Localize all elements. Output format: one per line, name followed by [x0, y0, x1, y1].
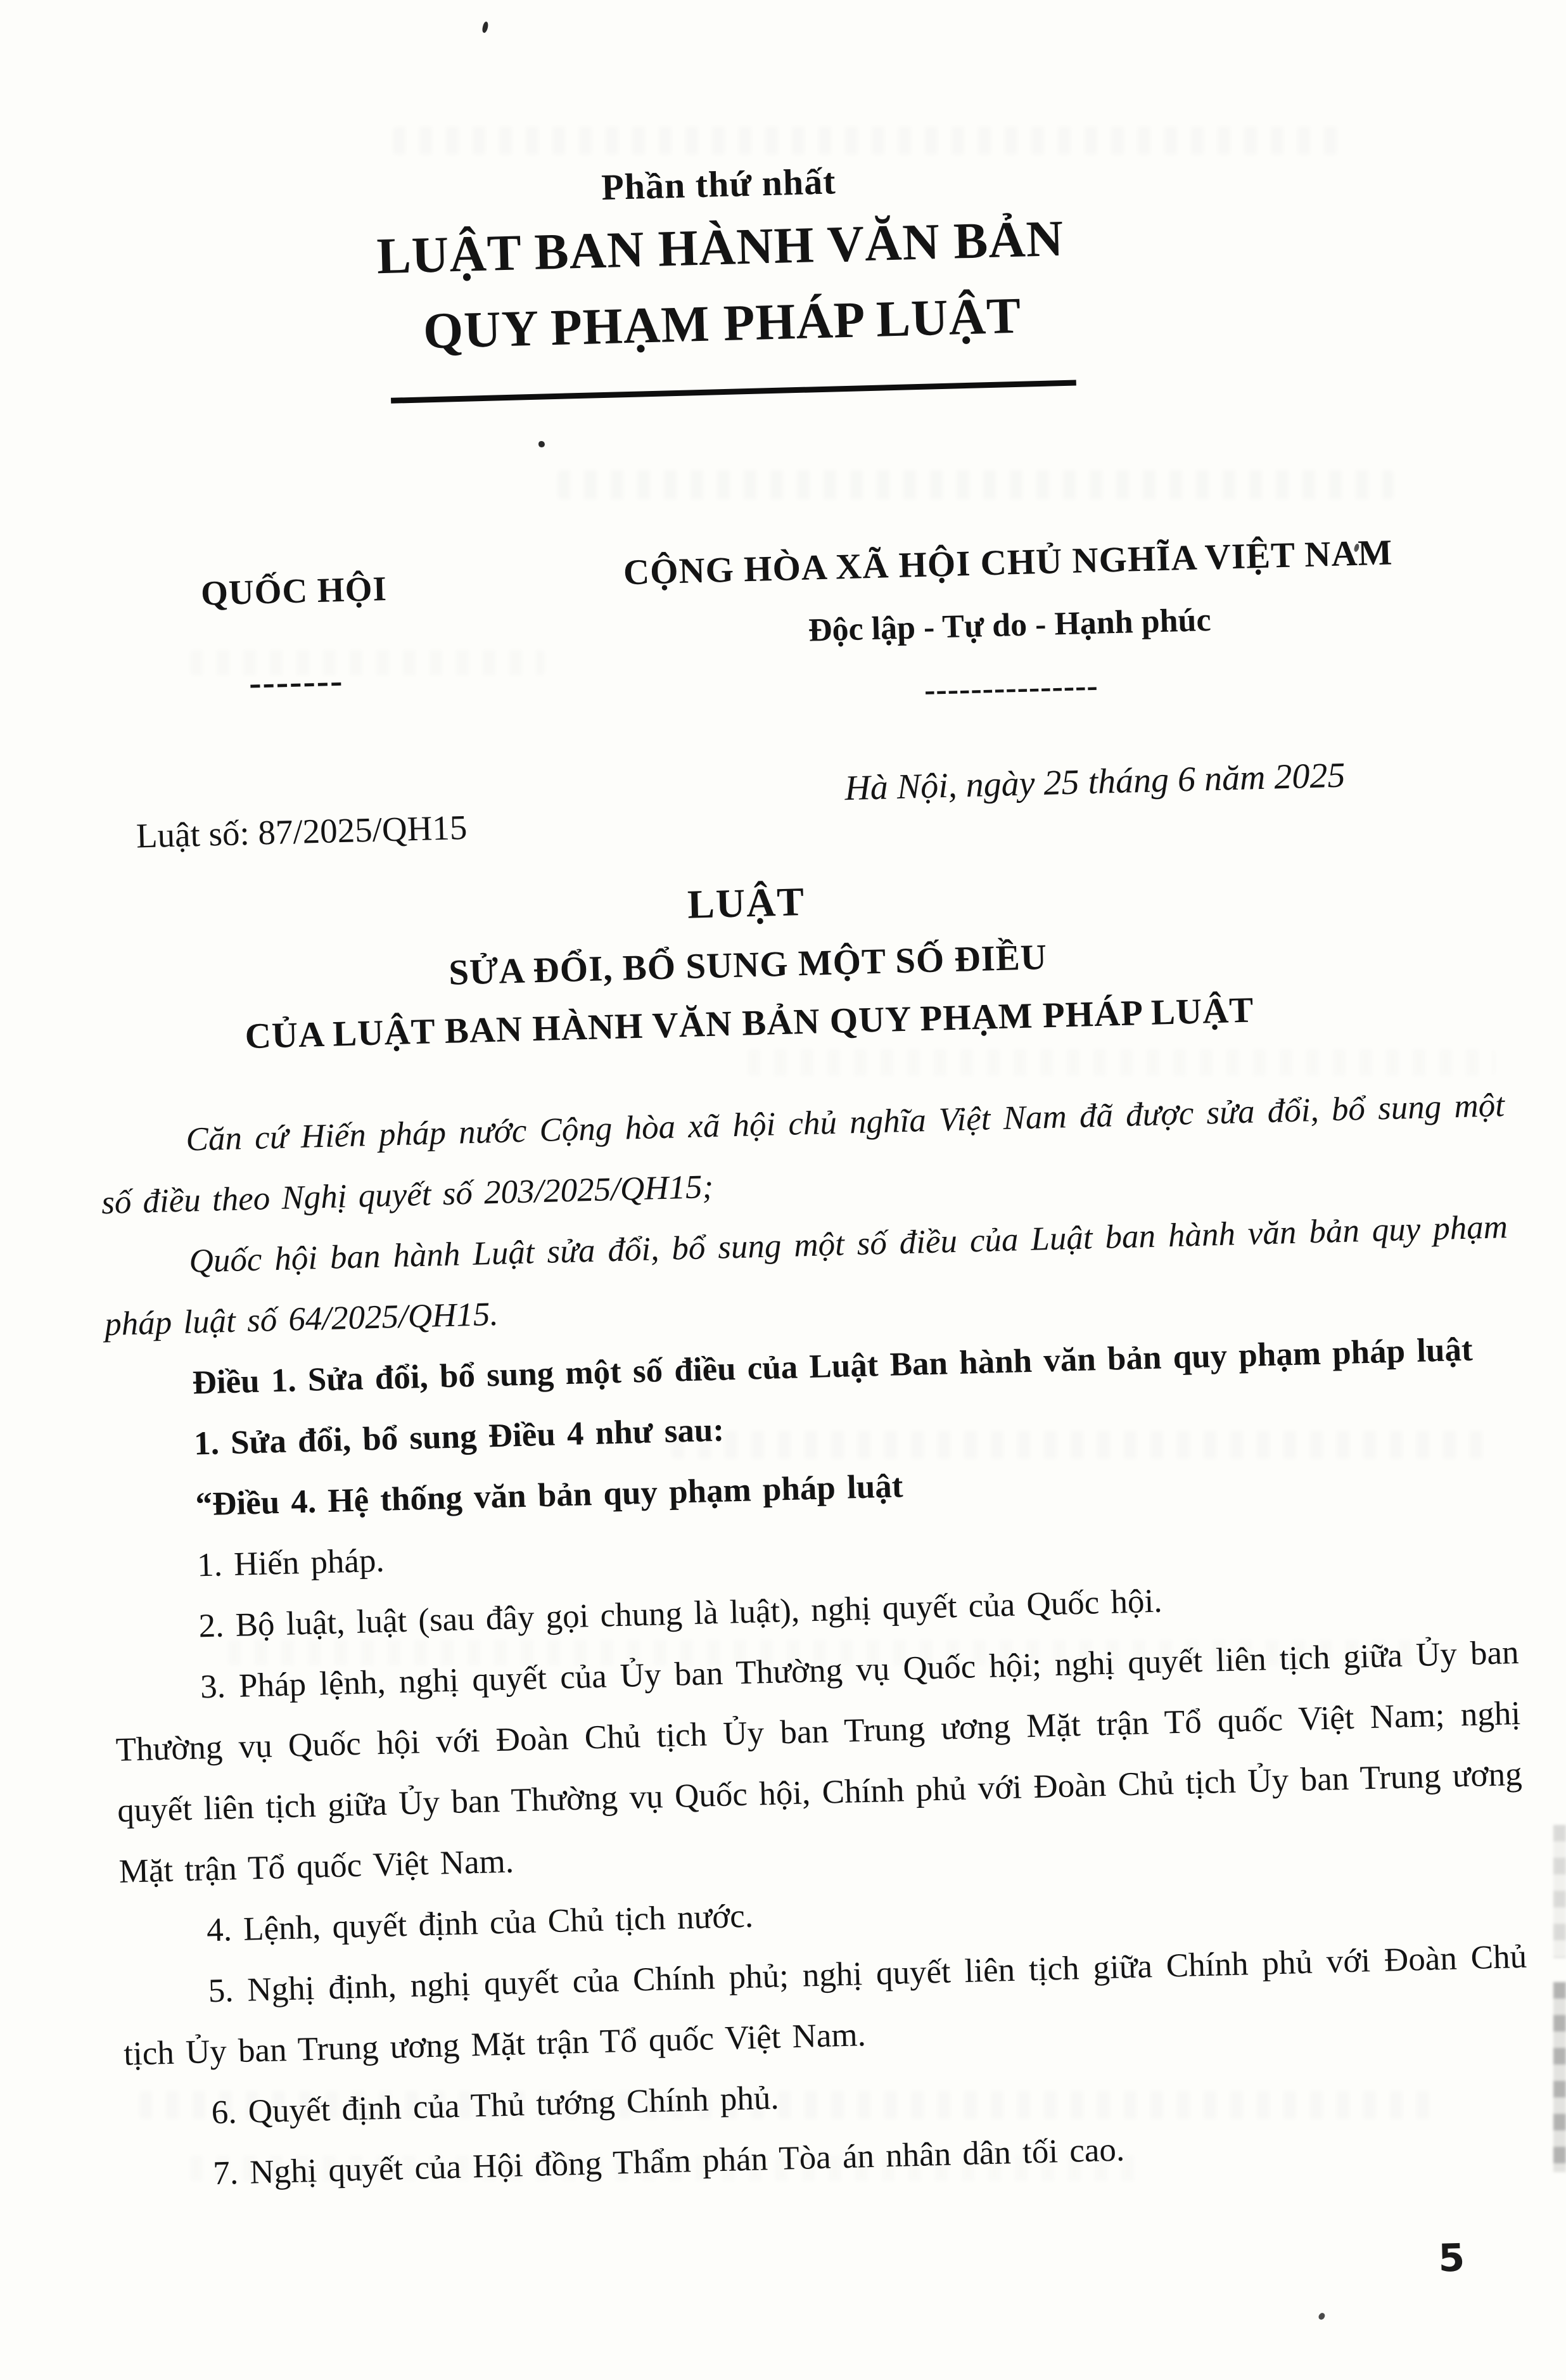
- law-title-kicker: LUẬT: [687, 878, 806, 927]
- part-number-heading: Phần thứ nhất: [601, 160, 837, 208]
- article-1-heading: Điều 1. Sửa đổi, bổ sung một số điều của Luật Ban hành văn bản quy phạm pháp luật: [191, 1331, 1474, 1402]
- motto-divider: ---------------: [924, 667, 1099, 708]
- national-title: CỘNG HÒA XÃ HỘI CHỦ NGHĨA VIỆT NAM: [623, 532, 1394, 593]
- issuer-name: QUỐC HỘI: [200, 569, 388, 613]
- page-number: 5: [1437, 2236, 1466, 2281]
- article-4-heading: “Điều 4. Hệ thống văn bản quy phạm pháp luật: [194, 1468, 904, 1523]
- part-header: [0, 141, 1506, 380]
- law-title: [0, 860, 1533, 1067]
- dateline: Hà Nội, ngày 25 tháng 6 năm 2025: [844, 755, 1346, 809]
- list-item-paragraph: 1. Hiến pháp.: [196, 1542, 385, 1584]
- heading-underline: [391, 380, 1076, 403]
- law-title-line-1: SỬA ĐỔI, BỔ SUNG MỘT SỐ ĐIỀU: [448, 937, 1048, 993]
- preamble-paragraph: Quốc hội ban hành Luật sửa đổi, bổ sung một số điều của Luật ban hành văn bản quy phạm pháp luật số 64/2025/QH15.: [104, 1208, 1508, 1343]
- document-body: [99, 1075, 1532, 2206]
- law-title-line-2: CỦA LUẬT BAN HÀNH VĂN BẢN QUY PHẠM PHÁP LUẬT: [244, 990, 1255, 1057]
- list-item-paragraph: 4. Lệnh, quyết định của Chủ tịch nước.: [206, 1897, 754, 1949]
- part-title-line-2: QUY PHẠM PHÁP LUẬT: [422, 286, 1022, 360]
- letterhead-issuer: [144, 565, 445, 703]
- preamble-paragraph: Căn cứ Hiến pháp nước Cộng hòa xã hội chủ nghĩa Việt Nam đã được sửa đổi, bổ sung một số điều theo Nghị quyết số 203/2025/QH15;: [101, 1087, 1505, 1222]
- list-item-paragraph: 5. Nghị định, nghị quyết của Chính phủ; nghị quyết liên tịch giữa Chính phủ với Đoàn Chủ tịch Ủy ban Trung ương Mặt trận Tổ quốc Việt Nam.: [123, 1938, 1527, 2073]
- letterhead-national: [557, 528, 1461, 713]
- list-item-paragraph: 2. Bộ luật, luật (sau đây gọi chung là luật), nghị quyết của Quốc hội.: [198, 1582, 1163, 1645]
- national-motto: Độc lập - Tự do - Hạnh phúc: [808, 602, 1212, 649]
- list-item-paragraph: 3. Pháp lệnh, nghị quyết của Ủy ban Thường vụ Quốc hội; nghị quyết liên tịch giữa Ủy ban Thường vụ Quốc hội với Đoàn Chủ tịch Ủy ban Trung ương Mặt trận Tổ quốc Việt Nam; nghị quyết liên tịch giữa Ủy ban Thường vụ Quốc hội, Chính phủ với Đoàn Chủ tịch Ủy ban Trung ương Mặt trận Tổ quốc Việt Nam.: [115, 1634, 1523, 1890]
- amendment-clause: 1. Sửa đổi, bổ sung Điều 4 như sau:: [193, 1411, 725, 1462]
- list-item-paragraph: 6. Quyết định của Thủ tướng Chính phủ.: [211, 2079, 780, 2132]
- issuer-divider: -------: [248, 659, 345, 703]
- list-item-paragraph: 7. Nghị quyết của Hội đồng Thẩm phán Tòa án nhân dân tối cao.: [212, 2131, 1125, 2192]
- part-title-line-1: LUẬT BAN HÀNH VĂN BẢN: [376, 209, 1065, 285]
- law-number: Luật số: 87/2025/QH15: [136, 807, 468, 855]
